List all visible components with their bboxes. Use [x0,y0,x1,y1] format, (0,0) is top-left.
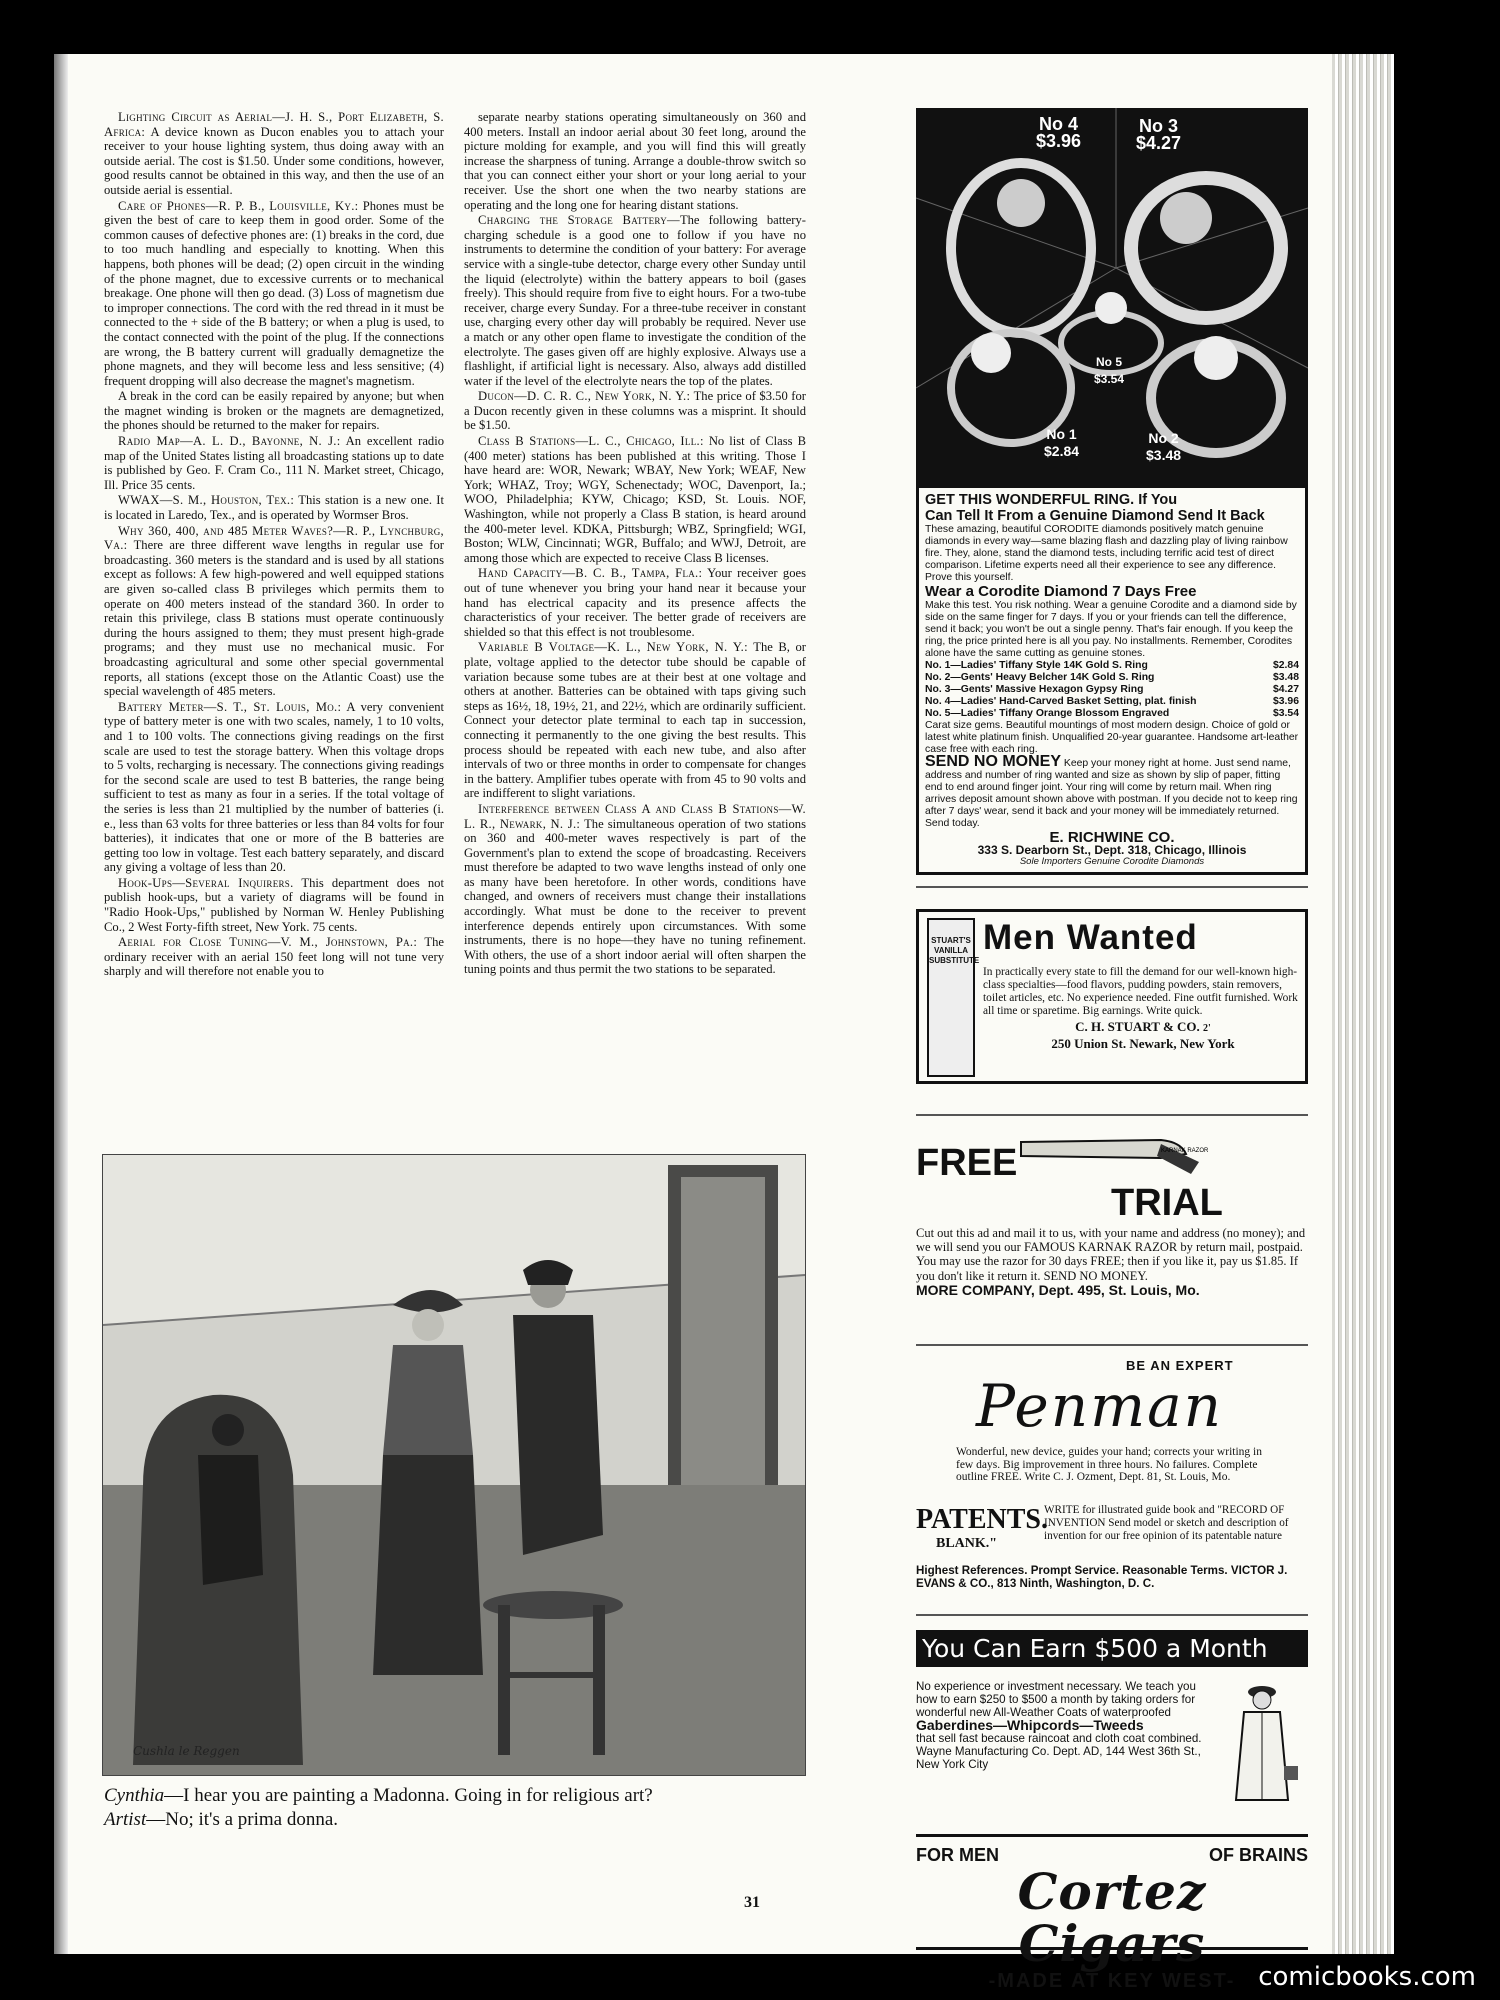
qa-heading: Why 360, 400, and 485 Meter Waves?—R. P., Lynchburg, Va.: [104,523,444,553]
qa-heading: Lighting Circuit as Aerial—J. H. S., Port Elizabeth, S. Africa: [104,110,444,139]
patents-bottom: Highest References. Prompt Service. Reasonable Terms. VICTOR J. EVANS & CO., 813 Ninth, Washington, D. C. [916,1564,1288,1590]
vanilla-tube-icon: STUART'S VANILLA SUBSTITUTE [927,918,975,1077]
men-wanted-body: In practically every state to fill the demand for our well-known high-class specialties—food flavors, pudding powders, stain removers, toilet articles, etc. No experience needed. Fine outfit furnished. Work all time or sparetime. Big earnings. Write quick. C. H. STUART & CO. 2' 250 Union St. Newark, New York [983,966,1303,1050]
qa-paragraph [104,199,444,389]
trial-label: TRIAL [1111,1182,1223,1224]
ring-ad-text [916,488,1308,875]
qa-text: A device known as Ducon enables you to attach your receiver to your house lighting system, thus doing away with an outside aerial. The cost is $1.50. Under some conditions, however, good results cannot be obtained in this way, and then the use of an outside aerial is essential. [104,124,444,197]
earn-body: No experience or investment necessary. We teach you how to earn $250 to $500 a month by taking orders for wonderful new All-Weather Coats of waterproofed Gaberdines—Whipcords—Tweeds that sell fast because raincoat and cloth coat combined. Wayne Manufacturing Co. Dept. AD, 144 West 36th St., New York City [916,1680,1216,1771]
artist-signature: Cushla le Reggen [133,1744,240,1758]
qa-paragraph [104,389,444,433]
ring-headline-1: GET THIS WONDERFUL RING. If You [925,492,1178,508]
qa-paragraph [464,802,806,977]
for-men: FOR MEN [916,1845,999,1865]
qa-text: A break in the cord can be easily repaired by anyone; but when the magnet winding is broken or the magnets are demagnetized, the phones should be returned to the maker for repairs. [104,389,444,433]
qa-heading: Battery Meter—S. T., St. Louis, Mo.: [118,699,342,714]
qa-text: Phones must be given the best of care to keep them in good order. Some of the common causes of defective phones are: (1) breaks in the cord, due to too much handling and especially to knotting. When this happens, both phones will be dead; (2) open circuit in the winding of the phone magnet, due to excessive currents or to mechanical breakage. One phone will then go dead. (3) Loss of magnetism due to improper connections. The cord with the red thread in it must be connected to the + side of the B battery; or when a plug is used, to the contact connected with the point of the plug. If the connections are wrong, the B battery current will gradually demagnetize the phone magnets, and they will become less and less sensitive; (4) frequent dropping will also decrease the magnet's magnetism. [104,198,444,388]
stuart-firm: C. H. STUART & CO. 2' [1075,1019,1211,1034]
caption-line-1: —I hear you are painting a Madonna. Going in for religious art? [164,1785,653,1806]
page-number: 31 [744,1894,760,1911]
qa-heading: Class B Stations—L. C., Chicago, Ill.: [478,434,704,449]
qa-paragraph [464,213,806,388]
price-row: No. 2—Gents' Heavy Belcher 14K Gold S. Ring $3.48 [925,672,1299,683]
price-row: No. 4—Ladies' Hand-Carved Basket Setting, plat. finish $3.96 [925,696,1299,707]
ad-divider [916,1114,1308,1116]
be-an-expert: BE AN EXPERT [1126,1358,1234,1373]
qa-text: The B, or plate, voltage applied to the detector tube should be capable of variation because some tubes are at their best at one voltage and others at another. Batteries can be obtained with taps giving such steps as 16½, 18, 19½, 21, and 22½, which are ordinarily sufficient. Connect your detector plate terminal to each tap in succession, connecting it permanently to the one giving the best results. This process should be repeated with each new tube, and also after intervals of two or three months in order to compensate for changes in the battery. Amplifier tubes operate with from 45 to 90 volts and are indifferent to slight variations. [464,640,806,801]
qa-paragraph [104,700,444,875]
qa-heading: Ducon—D. C. R. C., New York, N. Y.: [478,389,691,404]
qa-text: No list of Class B (400 meter) stations has been published at this writing. Those I have heard are: WOR, Newark; WBAY, New York; WEAF, New York; WHAZ, Troy; WGY, Schenectady; WOC, Davenport, Ia.; WOO, Philadelphia; KYW, Chicago; KSD, St. Louis. NOF, Washington, while not properly a Class B station, is heard around the 400-meter level. KDKA, Pittsburgh; WBZ, Springfield; WGI, Boston; WLW, Cincinnati; WGR, Buffalo; and WWJ, Detroit, are among those which are expected to receive Class B licenses. [464,434,806,565]
rings-illustration [916,108,1308,488]
ring-4-price: No 4 $3.96 [1036,114,1082,151]
qa-heading: Charging the Storage Battery— [478,213,680,228]
karnak-razor-ad [916,1134,1308,1334]
ring-para-4: Keep your money right at home. Just send name, address and number of ring wanted and size as shown by slip of paper, fitting end to end around finger joint. Your ring will come by return mail. When ring arrives deposit amount shown above with postman. If you decide not to keep ring after 7 days' wear, send it back and your money will be immediately returned. Send today. [925,758,1298,829]
qa-column-right [464,110,806,978]
send-no-money: SEND NO MONEY [925,753,1062,770]
penman-body: Wonderful, new device, guides your hand; corrects your writing in few days. Big improvement in three hours. No failures. Complete outline FREE. Write C. J. Ozment, Dept. 81, St. Louis, Mo. [956,1446,1262,1483]
qa-paragraph [464,110,806,212]
qa-text: An excellent radio map of the United States listing all broadcasting stations up to date is published by Geo. F. Cram Co., 111 N. Market street, Chicago, Ill. Price 35 cents. [104,434,444,492]
patents-write: WRITE for illustrated guide book and "RECORD OF INVENTION Send model or sketch and description of invention for our free opinion of its patentable nature [1044,1504,1289,1542]
qa-heading: Variable B Voltage—K. L., New York, N. Y.: [478,640,748,655]
qa-paragraph [104,876,444,934]
qa-text: A very convenient type of battery meter is one with two scales, namely, 1 to 10 volts, and 1 to 100 volts. The connections giving readings on the first scale are used to test the storage battery. When this voltage drops to 5 volts, recharging is necessary. The connections giving readings for the second scale are used to test B batteries, the range being sufficient to test as many as four in a series. If the total voltage of the series is less than 21 multiplied by the number of batteries (i. e., less than 63 volts for three batteries or less than 84 volts for four batteries), it indicates that one or more of the B batteries are getting too low in voltage. Test each battery separately, and discard any giving a voltage of less than 20. [104,699,444,875]
book-page-edges [1332,54,1394,1954]
coat-fabrics: Gaberdines—Whipcords—Tweeds [916,1717,1144,1733]
qa-text: This station is a new one. It is located in Laredo, Tex., and is operated by Wormser Bros. [104,493,444,523]
ad-divider [916,1344,1308,1346]
patents-ad [916,1502,1308,1592]
penman-script: Penman [976,1372,1224,1440]
men-wanted-headline: Men Wanted [983,918,1198,957]
qa-heading: Interference between Class A and Class B Stations—W. L. R., Newark, N. J.: [464,801,806,831]
ring-para-3: Carat size gems. Beautiful mountings of most modern design. Choice of gold or latest white platinum finish. Unqualified 20-year guarantee. Handsome art-leather case free with each ring. [925,720,1299,755]
men-wanted-ad [916,909,1308,1084]
ring-send-block [925,753,1299,830]
qa-text: Your receiver goes out of tune whenever you bring your hand near it because your hand has electrical capacity and its presence affects the characteristics of your receiver. The better grade of receivers are shielded so that this effect is not troublesome. [464,566,806,639]
qa-text: The following battery-charging schedule is a good one to follow if you have no instruments to determine the condition of your battery: For average service with a single-tube detector, charge every other Sunday until the liquid (electrolyte) within the battery appears to boil (gases freely). This should require from five to eight hours. For a two-tube receiver, charge every Sunday. For a three-tube receiver in constant use, charging every other day will probably be required. Never use a match or any other open flame to investigate the condition of the electrolyte. The gases given off are highly explosive. Always use a flashlight, if artificial light is necessary. Also, always add distilled water if the level of the electrolyte nears the top of the plates. [464,213,806,388]
richwine-company: E. RICHWINE CO. [1049,829,1175,846]
ad-divider [916,886,1308,888]
qa-paragraph [104,493,444,522]
qa-paragraph [104,110,444,198]
qa-text: This department does not publish hook-ups, but a variety of diagrams will be found in "Radio Hook-Ups," published by Norman W. Henley Publishing Co., 2 West Forty-fifth street, New York. 75 cents. [104,875,444,934]
qa-paragraph [104,935,444,979]
qa-text: The ordinary receiver with an aerial 150 feet long will not tune very sharply and will therefore not enable you to [104,935,444,979]
caption-speaker-1: Cynthia [104,1785,165,1806]
ring-subhead: Wear a Corodite Diamond 7 Days Free [925,583,1197,600]
price-row: No. 5—Ladies' Tiffany Orange Blossom Engraved $3.54 [925,708,1299,719]
richwine-address: 333 S. Dearborn St., Dept. 318, Chicago, Illinois [977,843,1247,857]
richwine-importers: Sole Importers Genuine Corodite Diamonds [1019,856,1205,867]
of-brains: OF BRAINS [1209,1845,1308,1865]
made-at-key-west: -MADE AT KEY WEST- [988,1970,1236,1992]
ring-5-price: No 5 $3.54 [1094,355,1125,386]
caption-line-2: —No; it's a prima donna. [146,1809,339,1830]
stuart-address: 250 Union St. Newark, New York [1051,1036,1235,1051]
qa-text: separate nearby stations operating simultaneously on 360 and 400 meters. Install an indoor aerial about 30 feet long, around the picture molding for example, and you will find this will greatly increase the sharpness of tuning. Arrange a double-throw switch so that you can connect either your short or your long aerial to your receiver. Use the short one when the two nearby stations are operating and the long one for hearing distant stations. [464,110,806,212]
price-row: No. 1—Ladies' Tiffany Style 14K Gold S. Ring $2.84 [925,660,1299,671]
earn-banner: You Can Earn $500 a Month [916,1630,1308,1667]
ring-para-2: Make this test. You risk nothing. Wear a genuine Corodite and a diamond side by side on the same finger for 7 days. If you or your friends can tell the difference, send it back; you won't be out a single penny. That's fair enough. If you keep the ring, the price printed here is all you pay. No installments. Remember, Corodites alone have the same cutting as genuine stones. [925,600,1297,659]
ring-price-list [925,660,1299,720]
qa-heading: Aerial for Close Tuning—V. M., Johnstown, Pa.: [118,935,418,950]
penman-ad [916,1354,1308,1514]
ring-headline-2: Can Tell It From a Genuine Diamond Send It Back [925,508,1265,524]
cartoon-caption [104,1784,804,1832]
qa-paragraph [464,434,806,565]
cartoon-illustration [102,1154,806,1776]
qa-text: There are three different wave lengths in regular use for broadcasting. 360 meters is the standard and is used by all stations except as follows: A few high-powered and well equipped stations are given so-called class B privileges which permits them to operate on 400 meters instead of the standard 360. In order to retain this privilege, class B stations must operate continuously during the hours assigned to them; they must present high-grade programs; and they must use no mechanical music. For broadcasting agricultural and some other special governmental reports, all stations (except those on the Atlantic Coast) use the special wavelength of 485 meters. [104,538,444,699]
corodite-ring-ad [916,108,1308,875]
patents-blank: BLANK." [936,1536,998,1551]
more-company: MORE COMPANY, Dept. 495, St. Louis, Mo. [916,1281,1200,1298]
wayne-coats-ad [916,1630,1308,1806]
man-in-coat-icon [1222,1680,1302,1810]
qa-heading: WWAX—S. M., Houston, Tex.: [118,493,295,508]
qa-heading: Hook-Ups—Several Inquirers. [118,875,294,890]
ring-2-price: No 2 $3.48 [1146,430,1182,463]
free-label: FREE [916,1142,1018,1184]
karnak-body: Cut out this ad and mail it to us, with your name and address (no money); and we will send you our FAMOUS KARNAK RAZOR by return mail, postpaid. You may use the razor for 30 days FREE; then if you like it, pay us $1.85. If you don't like it return it. SEND NO MONEY. MORE COMPANY, Dept. 495, St. Louis, Mo. [916,1226,1308,1297]
binding-shadow [54,54,68,1954]
qa-paragraph [104,524,444,699]
ad-divider [916,1614,1308,1616]
patents-title: PATENTS. [916,1504,1048,1535]
qa-heading: Care of Phones—R. P. B., Louisville, Ky.: [118,198,359,213]
qa-text: The price of $3.50 for a Ducon recently given in these columns was a misprint. It should be $1.50. [464,389,806,433]
qa-paragraph [464,640,806,801]
ring-1-price: No 1 $2.84 [1044,426,1080,459]
razor-icon [1011,1134,1209,1178]
qa-heading: Radio Map—A. L. D., Bayonne, N. J.: [118,434,341,449]
cartoon-drawing [103,1155,805,1775]
caption-speaker-2: Artist [104,1809,147,1830]
svg-text:KARNAK RAZOR: KARNAK RAZOR [1161,1148,1209,1154]
qa-paragraph [104,434,444,492]
cortez-cigars-ad [916,1834,1308,1992]
cortez-logo: Cortez Cigars [1017,1862,1207,1973]
qa-heading: Hand Capacity—B. C. B., Tampa, Fla.: [478,566,703,581]
ring-3-price: No 3 $4.27 [1136,116,1182,153]
qa-paragraph [464,389,806,433]
qa-column-left [104,110,444,980]
qa-paragraph [464,566,806,639]
qa-text: The simultaneous operation of two stations on 360 and 400-meter waves respectively is part of the Government's plan to extend the scope of broadcasting. Receivers must therefore be adapted to two wave lengths instead of only one as many have been heretofore. In other words, conditions have changed, and owners of receivers must change their installations accordingly. What must be done to the receiver to prevent interference depends entirely upon circumstances. With some instruments, there is no hope—they have no tuning refinement. With others, the use of a short indoor aerial will often sharpen the tuning points and thus permit the two stations to be separated. [464,816,806,977]
site-watermark: comicbooks.com [1258,1962,1476,1992]
ring-para-1: These amazing, beautiful CORODITE diamonds positively match genuine diamonds in every way—same blazing flash and dazzling play of living rainbow fire. They, alone, stand the diamond tests, including terrific acid test of direct comparison. Lifetime experts need all their experience to see any difference. Prove this yourself. [925,524,1288,583]
price-row: No. 3—Gents' Massive Hexagon Gypsy Ring $4.27 [925,684,1299,695]
